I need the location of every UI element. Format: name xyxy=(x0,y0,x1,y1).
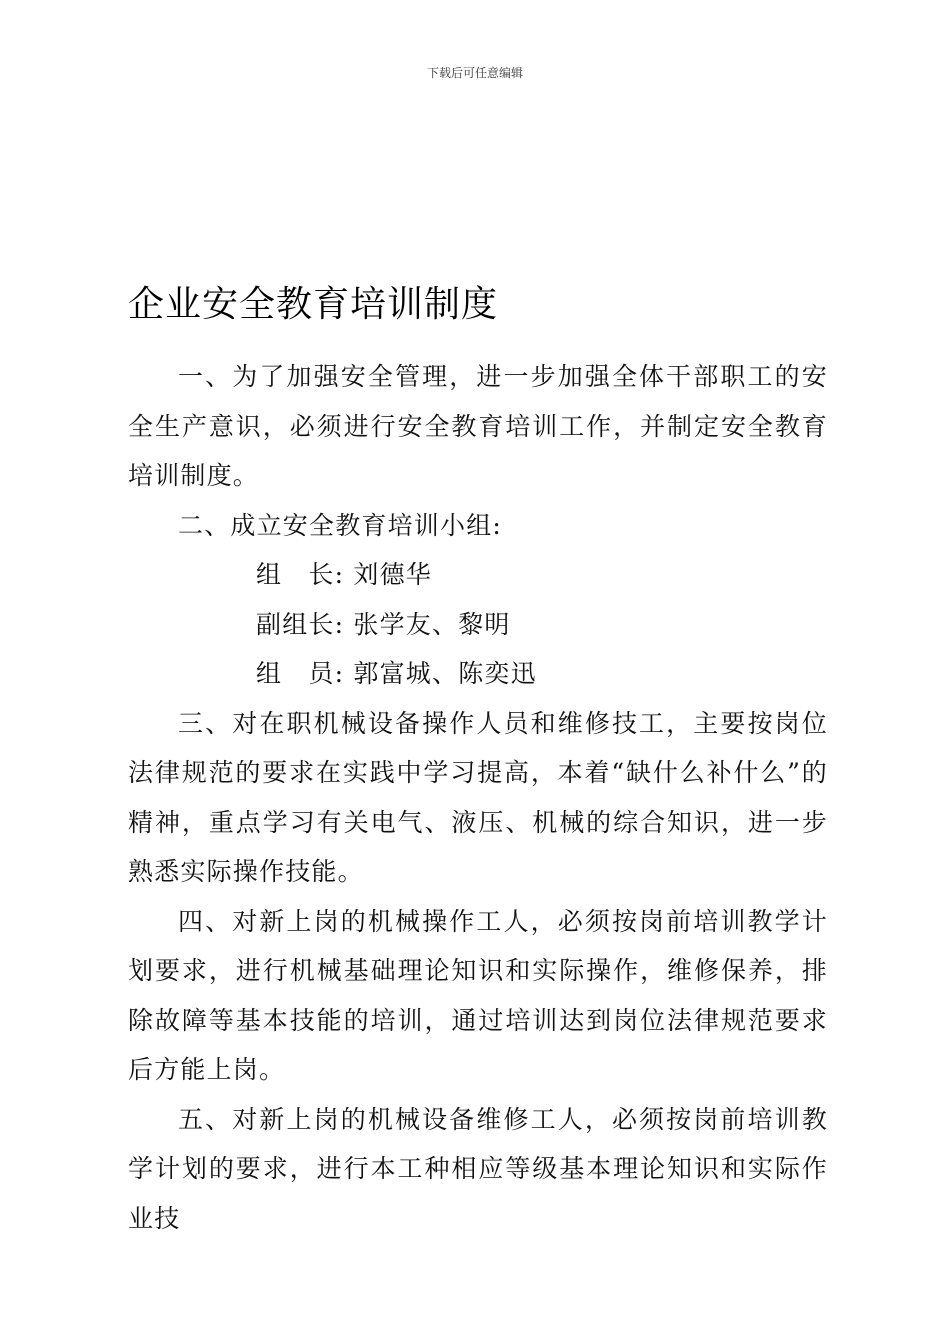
member-role: 组 长: xyxy=(256,560,345,589)
header-note: 下载后可任意编辑 xyxy=(426,66,523,80)
member-row-deputy xyxy=(128,600,828,650)
paragraph-2: 二、成立安全教育培训小组: xyxy=(178,510,503,540)
member-role: 副组长: xyxy=(256,609,345,639)
paragraph-4: 四、对新上岗的机械操作工人，必须按岗前培训教学计划要求，进行机械基础理论知识和实际操作，维修保养，排除故障等基本技能的培训，通过培训达到岗位法律规范要求后方能上岗。 xyxy=(128,906,828,1084)
member-names: 刘德华 xyxy=(353,560,432,589)
paragraph-1: 一、为了加强安全管理，进一步加强全体干部职工的安全生产意识，必须进行安全教育培训工作，并制定安全教育培训制度。 xyxy=(128,362,828,490)
member-role: 组 员: xyxy=(256,659,345,688)
member-names: 郭富城、陈奕迅 xyxy=(353,659,537,688)
member-list xyxy=(128,550,828,699)
paragraph-5: 五、对新上岗的机械设备维修工人，必须按岗前培训教学计划的要求，进行本工种相应等级基本理论知识和实际作业技 xyxy=(128,1104,828,1233)
member-row-members xyxy=(128,649,828,699)
document-title: 企业安全教育培训制度 xyxy=(128,284,499,325)
member-names: 张学友、黎明 xyxy=(353,609,511,639)
document-body xyxy=(128,352,828,1243)
paragraph-3: 三、对在职机械设备操作人员和维修技工，主要按岗位法律规范的要求在实践中学习提高，本着“缺什么补什么”的精神，重点学习有关电气、液压、机械的综合知识，进一步熟悉实际操作技能。 xyxy=(128,708,828,886)
member-row-leader xyxy=(128,550,828,600)
